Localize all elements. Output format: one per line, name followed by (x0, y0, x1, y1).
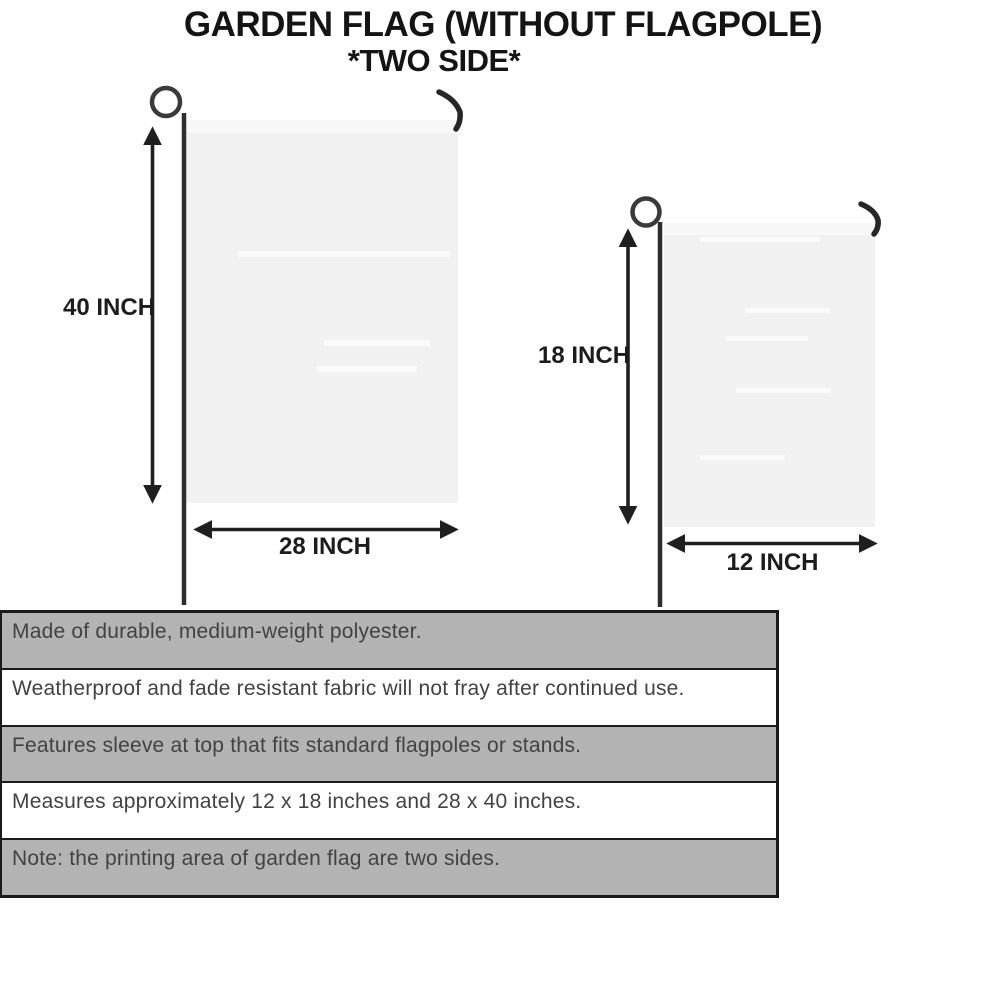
small-flag-height-label: 18 INCH (538, 342, 631, 369)
large-flag-pole-loop (152, 88, 180, 116)
small-flag-sleeve (664, 223, 875, 235)
spec-row-material: Made of durable, medium-weight polyester. (2, 613, 776, 668)
large-flag-sleeve (186, 120, 458, 133)
spec-row-note: Note: the printing area of garden flag are two sides. (2, 838, 776, 895)
spec-row-measurements: Measures approximately 12 x 18 inches and 28 x 40 inches. (2, 781, 776, 838)
small-flag-fabric (664, 223, 875, 527)
large-flag-width-label: 28 INCH (278, 533, 372, 560)
small-flag-pole-loop (633, 199, 660, 226)
large-flag-height-label: 40 INCH (63, 294, 156, 321)
page-title: GARDEN FLAG (WITHOUT FLAGPOLE) (183, 5, 823, 44)
small-flag (628, 199, 878, 608)
spec-row-sleeve: Features sleeve at top that fits standard flagpoles or stands. (2, 725, 776, 782)
page-subtitle: *TWO SIDE* (347, 43, 521, 78)
spec-panel (0, 610, 779, 898)
spec-row-weatherproof: Weatherproof and fade resistant fabric will not fray after continued use. (2, 668, 776, 725)
large-flag (152, 88, 460, 605)
large-flag-fabric (186, 120, 458, 503)
small-flag-width-label: 12 INCH (726, 549, 819, 576)
